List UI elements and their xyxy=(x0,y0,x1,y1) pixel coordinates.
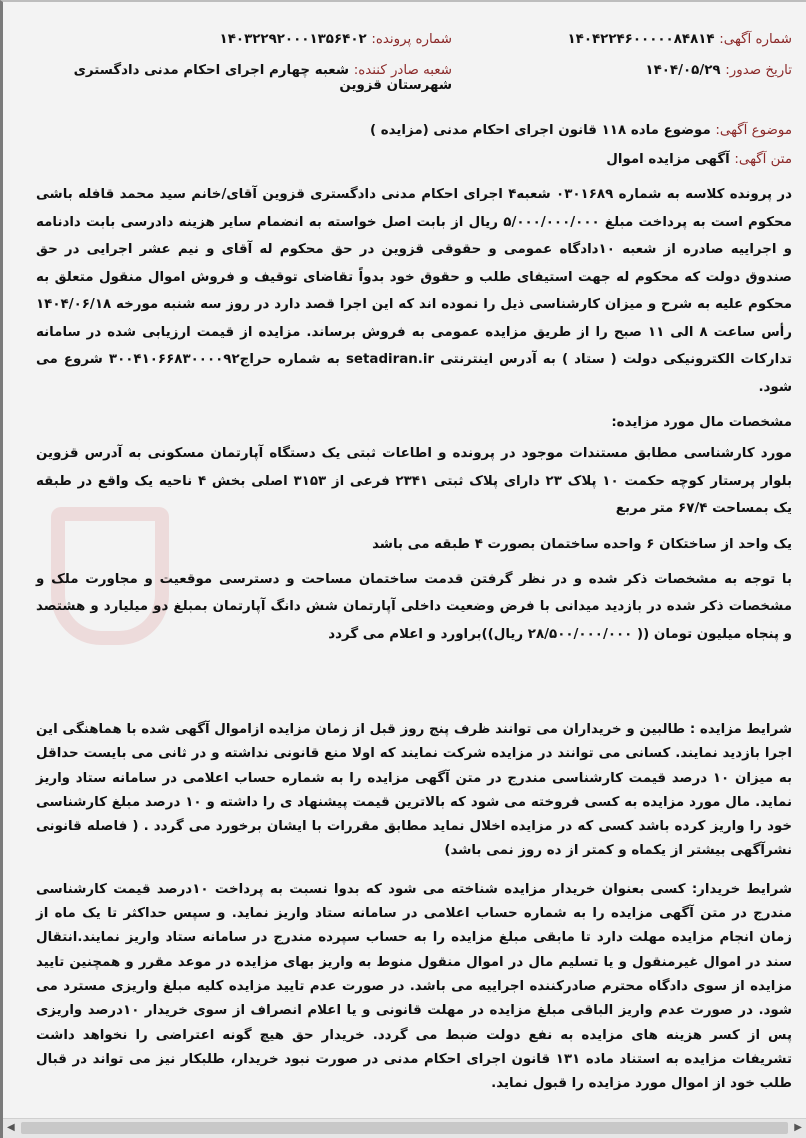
file-number-value: ۱۴۰۳۲۲۹۲۰۰۰۱۳۵۶۴۰۲ xyxy=(219,32,367,47)
subject-value: موضوع ماده ۱۱۸ قانون اجرای احکام مدنی (مزایده ) xyxy=(369,123,711,138)
auction-conditions: شرایط مزایده : طالبین و خریداران می توانند ظرف پنج روز قبل از زمان مزایده ازاموال آگهی شده با هماهنگی این اجرا بازدید نمایند. کسانی می توانند در مزایده شرکت نمایند که اولا منع قانونی نداشته و در ثانی می بایست حداقل به میزان ۱۰ درصد قیمت کارشناسی مندرج در متن آگهی مزایده را به شماره حساب اعلامی در سامانه ستاد واریز نماید. مال مورد مزایده به کسی فروخته می شود که بالاترین قیمت پیشنهاد ی را داشته و ۱۰ درصد مبلغ کارشناسی خود را واریز کرده باشد کسی که در مزایده اخلال نماید مطابق مقررات با ایشان برخورد می گردد . ( فاصله قانونی نشرآگهی بیشتر از یکماه و کمتر از ده روز نمی باشد) xyxy=(36,722,792,859)
subject-label: موضوع آگهی: xyxy=(715,123,792,138)
ad-number-field xyxy=(452,32,792,47)
issue-date-field xyxy=(452,63,792,93)
horizontal-scrollbar[interactable] xyxy=(3,1118,806,1138)
scrollbar-thumb[interactable] xyxy=(21,1122,788,1134)
paragraph-valuation: با توجه به مشخصات ذکر شده و در نظر گرفتن قدمت ساختمان مساحت و دسترسی موقعیت و مجاورت ملک و مشخصات ذکر شده در بازدید میدانی با فرض وضعیت داخلی آپارتمان شش دانگ آپارتمان بمبلغ دو میلیارد و هشتصد و پنجاه میلیون تومان (( ۲۸/۵۰۰/۰۰۰/۰۰۰ ریال))براورد و اعلام می گردد xyxy=(36,571,792,642)
header-row-2 xyxy=(36,63,792,93)
scroll-right-icon[interactable]: ▶ xyxy=(794,1122,802,1134)
paragraph-case: در پرونده کلاسه به شماره ۰۳۰۱۶۸۹ شعبه۴ اجرای احکام مدنی دادگستری قزوین آقای/خانم سید محمد قافله باشی محکوم است به پرداخت مبلغ ۵/۰۰۰/۰۰۰/۰۰۰ ریال از بابت اصل خواسته به انضمام سایر هزینه دادرسی بابت دادنامه و اجراییه صادره از شعبه ۱۰دادگاه عمومی و حقوقی قزوین در حق محکوم له آقای و نیم عشر اجرایی در حق صندوق دولت که محکوم له جهت استیفای طلب و حقوق خود بدواً تقاضای توقیف و فروش اموال منقول متعلق به محکوم علیه به شرح و میزان کارشناسی ذیل را نموده اند که این اجرا قصد دارد در روز سه شنبه مورخه ۱۴۰۴/۰۶/۱۸ رأس ساعت ۸ الی ۱۱ صبح را از طریق مزایده عمومی به فروش برساند. مزایده از قیمت ارزیابی شده در سامانه تدارکات الکترونیکی دولت ( ستاد ) به آدرس اینترنتی setadiran.ir به شماره حراج۳۰۰۴۱۰۶۶۸۳۰۰۰۰۹۲ شروع می شود. xyxy=(36,187,792,395)
subject-field xyxy=(36,123,792,138)
issue-date-value: ۱۴۰۴/۰۵/۲۹ xyxy=(645,63,721,78)
buyer-conditions: شرایط خریدار: کسی بعنوان خریدار مزایده شناخته می شود که بدوا نسبت به پرداخت ۱۰درصد قیمت کارشناسی مندرج در متن آگهی مزایده را به شماره حساب اعلامی در سامانه ستاد واریز نماید. و سپس حداکثر تا یک ماه از زمان انجام مزایده مهلت دارد تا مابقی مبلغ مزایده را به حساب سپرده مندرج در سامانه ستاد واریز نمایند.انتقال سند در اموال غیرمنقول و یا تسلیم مال در اموال منقول منوط به واریز بهای مزایده در موعد مقرر و همچنین تایید مزایده از سوی دادگاه محترم صادرکننده اجراییه می باشد. در صورت عدم تایید مزایده کلیه مبلغ واریزی مسترد می شود. در صورت عدم واریز الباقی مبلغ مزایده در مهلت قانونی و یا اعلام انصراف از سوی خریدار ۱۰درصد واریزی پس از کسر هزینه های مزایده به نفع دولت ضبط می گردد. خریدار حق هیچ گونه اعتراضی را نخواهد داشت تشریفات مزایده به استناد ماده ۱۳۱ قانون اجرای احکام مدنی در صورت نبود خریدار، طلبکار نیز می تواند در قبال طلب خود از اموال مورد مزایده را قبول نماید. xyxy=(36,881,793,1092)
issuer-label: شعبه صادر کننده: xyxy=(353,63,452,78)
header-row-1 xyxy=(36,32,792,47)
scroll-left-icon[interactable]: ◀ xyxy=(7,1122,15,1134)
ad-number-value: ۱۴۰۴۲۲۴۶۰۰۰۰۰۸۴۸۱۴ xyxy=(567,32,715,47)
ad-text-title: آگهی مزایده اموال xyxy=(606,152,730,167)
file-number-field xyxy=(36,32,452,47)
specs-heading: مشخصات مال مورد مزایده: xyxy=(611,415,792,430)
paragraph-property: مورد کارشناسی مطابق مستندات موجود در پرونده و اطاعات ثبتی یک دستگاه آپارتمان مسکونی به آدرس قزوین بلوار پرستار کوچه حکمت ۱۰ پلاک ۲۳ دارای پلاک ثبتی ۲۳۴۱ فرعی از ۳۱۵۳ اصلی بخش ۴ ناحیه یک واقع در طبقه یک بمساحت ۶۷/۴ متر مربع xyxy=(36,446,793,516)
issue-date-label: تاریخ صدور: xyxy=(725,63,792,78)
paragraph-building: یک واحد از ساختکان ۶ واحده ساختمان بصورت ۴ طبقه می باشد xyxy=(372,536,792,552)
notice-content xyxy=(3,2,806,1118)
ad-text-field xyxy=(36,152,792,167)
issuer-field xyxy=(36,63,452,93)
ad-text-label: متن آگهی: xyxy=(734,152,792,167)
issuer-value: شعبه چهارم اجرای احکام مدنی دادگستری شهرستان قزوین xyxy=(73,63,452,93)
file-number-label: شماره پرونده: xyxy=(371,32,452,47)
ad-number-label: شماره آگهی: xyxy=(719,32,792,47)
